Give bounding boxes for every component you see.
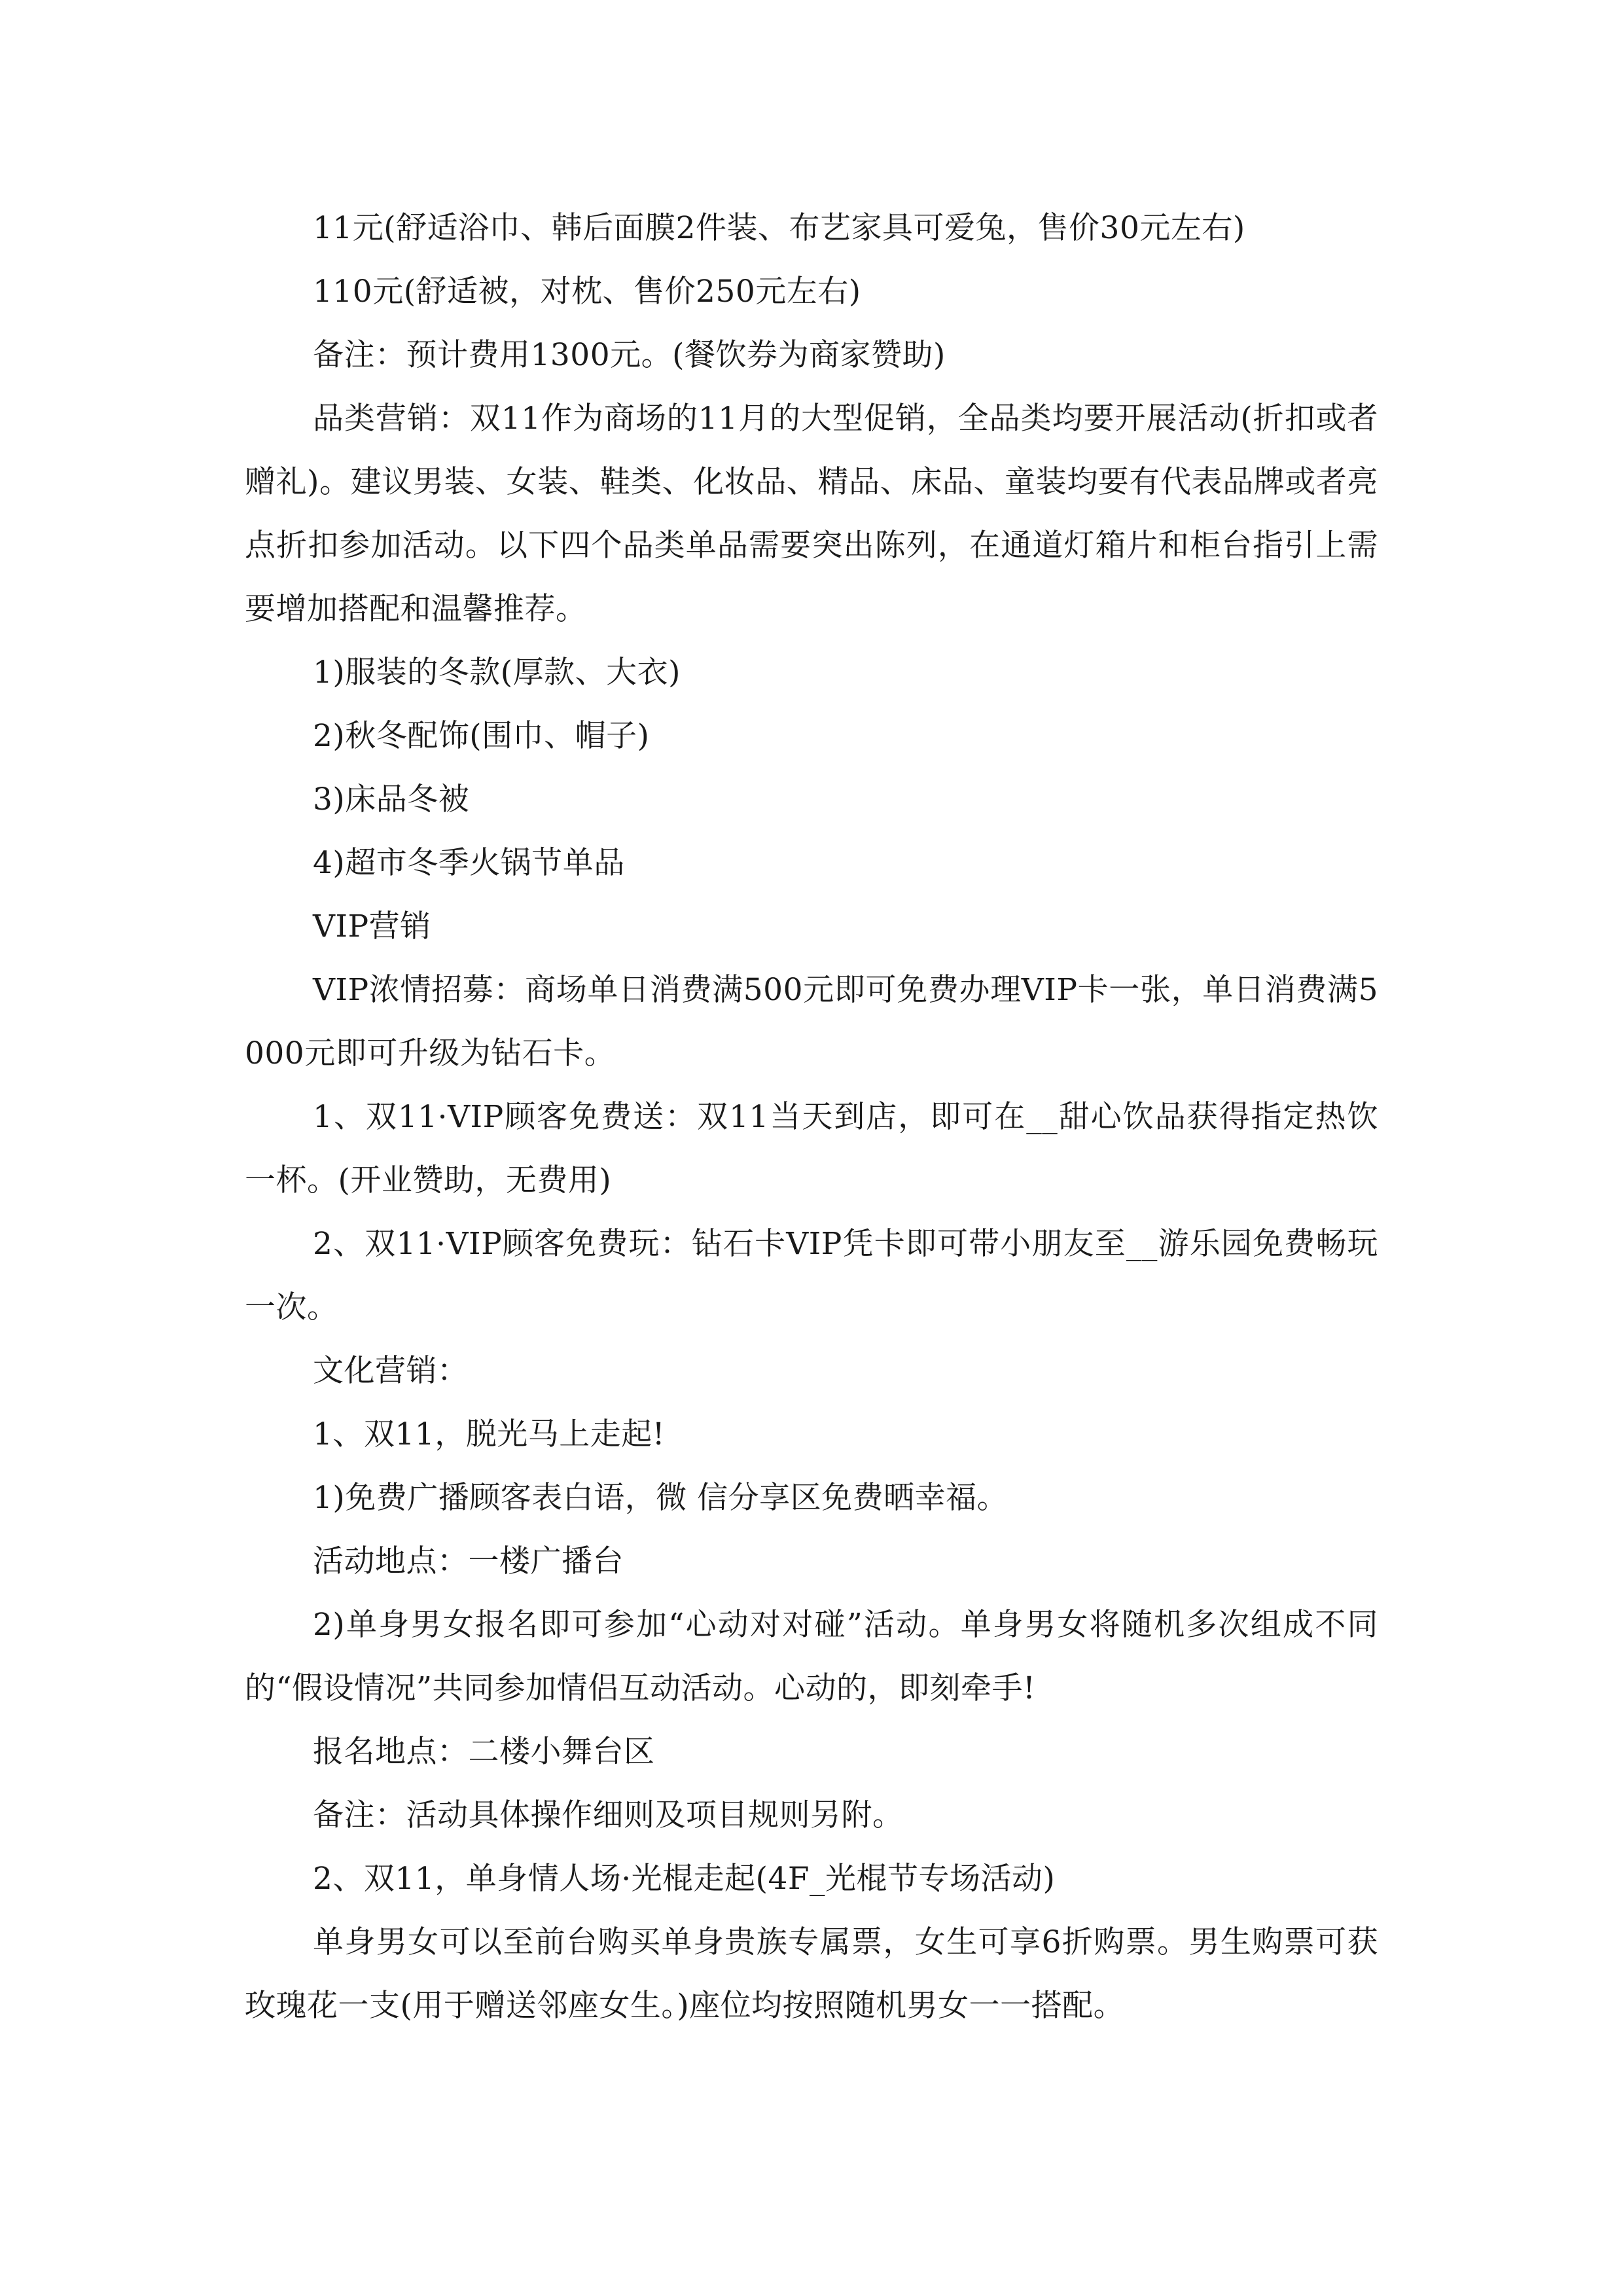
list-item-bedding: 3)床品冬被 — [313, 781, 470, 817]
paragraph-rules-note: 备注：活动具体操作细则及项目规则另附。 — [313, 1797, 904, 1833]
paragraph-heart-match-activity: 2)单身男女报名即可参加“心动对对碰”活动。单身男女将随机多次组成不同的“假设情况”共同参加情侣互动活动。心动的，即刻牵手! — [245, 1607, 1378, 1706]
paragraph-gift-110-yuan: 110元(舒适被，对枕、售价250元左右) — [313, 274, 861, 310]
list-item-winter-clothing: 1)服装的冬款(厚款、大衣) — [313, 655, 681, 691]
paragraph-vip-recruitment: VIP浓情招募：商场单日消费满500元即可免费办理VIP卡一张，单日消费满5000元即可升级为钻石卡。 — [245, 972, 1378, 1071]
paragraph-vip-free-drink: 1、双11·VIP顾客免费送：双11当天到店，即可在__甜心饮品获得指定热饮一杯。(开业赞助，无费用) — [245, 1099, 1378, 1198]
paragraph-signup-venue: 报名地点：二楼小舞台区 — [313, 1734, 655, 1770]
paragraph-singles-session: 2、双11，单身情人场·光棍走起(4F_光棍节专场活动) — [313, 1861, 1056, 1897]
paragraph-singles-go: 1、双11，脱光马上走起! — [313, 1416, 666, 1452]
heading-culture-marketing: 文化营销： — [313, 1353, 469, 1389]
document-body — [245, 196, 1378, 2037]
paragraph-category-marketing: 品类营销：双11作为商场的11月的大型促销，全品类均要开展活动(折扣或者赠礼)。建议男装、女装、鞋类、化妆品、精品、床品、童装均要有代表品牌或者亮点折扣参加活动。以下四个品类单品需要突出陈列，在通道灯箱片和柜台指引上需要增加搭配和温馨推荐。 — [245, 401, 1378, 627]
paragraph-gift-11-yuan: 11元(舒适浴巾、韩后面膜2件装、布艺家具可爱兔，售价30元左右) — [313, 210, 1245, 246]
list-item-hotpot: 4)超市冬季火锅节单品 — [313, 845, 625, 881]
paragraph-vip-free-play: 2、双11·VIP顾客免费玩：钻石卡VIP凭卡即可带小朋友至__游乐园免费畅玩一次。 — [245, 1226, 1378, 1325]
list-item-accessories: 2)秋冬配饰(围巾、帽子) — [313, 718, 650, 754]
paragraph-ticket-details: 单身男女可以至前台购买单身贵族专属票，女生可享6折购票。男生购票可获玫瑰花一支(用于赠送邻座女生。)座位均按照随机男女一一搭配。 — [245, 1924, 1378, 2024]
paragraph-budget-note: 备注：预计费用1300元。(餐饮券为商家赞助) — [313, 337, 946, 373]
paragraph-broadcast-confession: 1)免费广播顾客表白语，微 信分享区免费晒幸福。 — [313, 1480, 1008, 1516]
paragraph-venue-broadcast: 活动地点：一楼广播台 — [313, 1543, 624, 1579]
heading-vip-marketing: VIP营销 — [313, 908, 431, 944]
